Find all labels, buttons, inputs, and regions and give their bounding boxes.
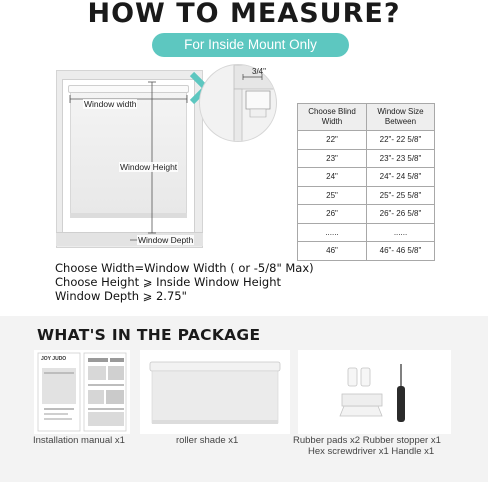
size-chart-table [297, 103, 435, 261]
roller-shade-card [140, 350, 290, 434]
window-width-label: Window width [84, 99, 137, 109]
blind-width-cell: 22" [298, 131, 367, 150]
manual-image [34, 350, 130, 434]
window-size-cell: 26"- 26 5/8" [367, 205, 435, 224]
page-title: HOW TO MEASURE? [87, 0, 401, 29]
manual-card [34, 350, 130, 434]
blind-width-cell: 46" [298, 242, 367, 261]
accessories-card [298, 350, 451, 434]
depth-note: Window Depth ⩾ 2.75" [55, 289, 187, 303]
roller-shade-caption: roller shade x1 [176, 435, 239, 446]
bracket-detail-drawing [200, 65, 277, 142]
window-size-cell: 22"- 22 5/8" [367, 131, 435, 150]
table-row [298, 242, 435, 261]
column-header-window-size: Window Size Between [367, 104, 435, 131]
width-note: Choose Width=Window Width ( or -5/8" Max) [55, 261, 314, 275]
manual-caption: Installation manual x1 [33, 435, 125, 446]
window-height-label: Window Height [120, 162, 178, 172]
window-size-cell: ...... [367, 223, 435, 242]
table-row [298, 168, 435, 187]
window-size-cell: 23"- 23 5/8" [367, 149, 435, 168]
table-row [298, 223, 435, 242]
accessories-caption-line2: Hex screwdriver x1 Handle x1 [308, 446, 435, 457]
table-row [298, 131, 435, 150]
manual-brand-text: JOY JUDO [41, 356, 67, 362]
window-size-cell: 25"- 25 5/8" [367, 186, 435, 205]
accessories-image [298, 350, 451, 434]
blind-width-cell: 26" [298, 205, 367, 224]
table-header-row [298, 104, 435, 131]
column-header-blind-width: Choose Blind Width [298, 104, 367, 131]
bracket-depth-label: 3/4" [252, 67, 266, 76]
window-size-cell: 46"- 46 5/8" [367, 242, 435, 261]
accessories-caption-line1: Rubber pads x2 Rubber stopper x1 [293, 435, 441, 446]
table-row [298, 149, 435, 168]
table-row [298, 205, 435, 224]
blind-width-cell: ...... [298, 223, 367, 242]
measurement-notes [55, 261, 314, 303]
blind-width-cell: 25" [298, 186, 367, 205]
inside-mount-badge: For Inside Mount Only [152, 33, 349, 57]
blind-width-cell: 23" [298, 149, 367, 168]
height-note: Choose Height ⩾ Inside Window Height [55, 275, 281, 289]
table-row [298, 186, 435, 205]
window-depth-label: Window Depth [138, 235, 194, 245]
package-title: WHAT'S IN THE PACKAGE [37, 326, 261, 344]
blind-width-cell: 24" [298, 168, 367, 187]
roller-shade-image [140, 350, 290, 434]
window-size-cell: 24"- 24 5/8" [367, 168, 435, 187]
